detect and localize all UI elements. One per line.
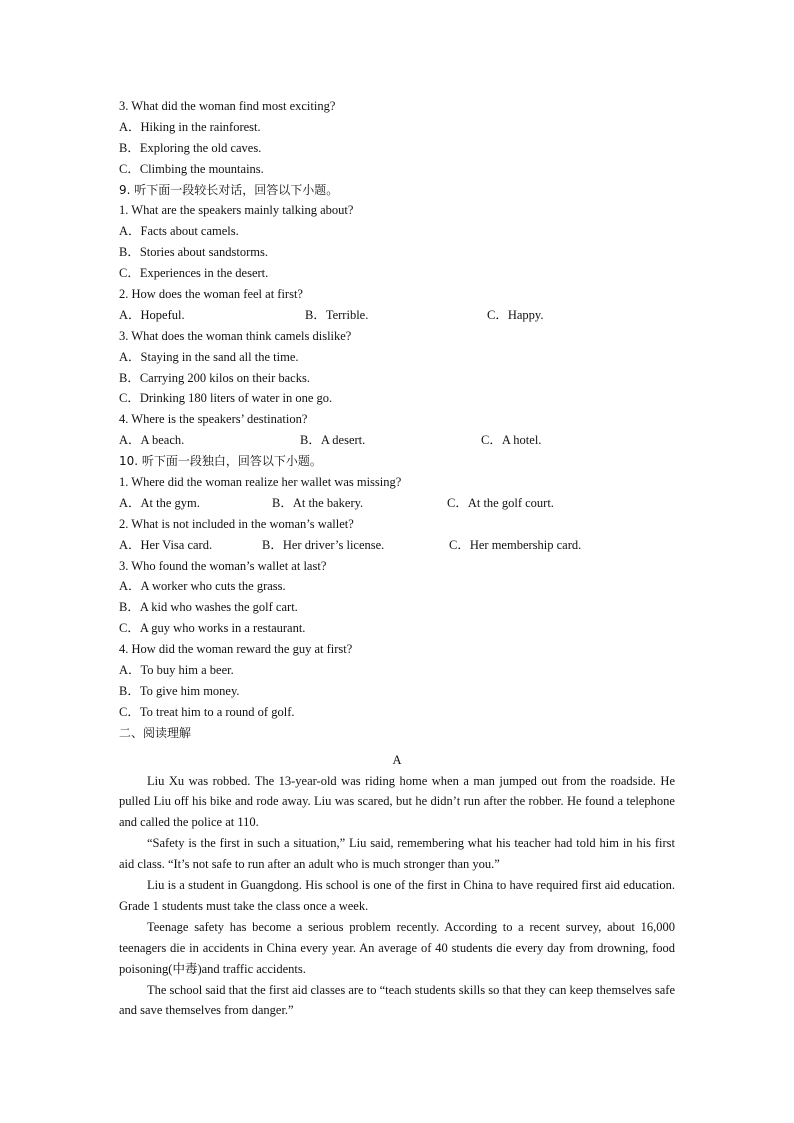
option-c: C．Climbing the mountains. bbox=[119, 161, 264, 176]
option-b: B．A desert. bbox=[300, 433, 366, 448]
option-b: B．Stories about sandstorms. bbox=[119, 245, 268, 260]
question-text: 1. What are the speakers mainly talking about? bbox=[119, 203, 354, 218]
section-heading: 9. 听下面一段较长对话，回答以下小题。 bbox=[119, 182, 339, 197]
options-row bbox=[119, 305, 675, 326]
passage-paragraph: “Safety is the first in such a situation,” Liu said, remembering what his teacher had told him in his first aid class. “It’s not safe to run after an adult who is much stronger than you.” bbox=[119, 836, 675, 872]
question-text: 3. What did the woman find most exciting? bbox=[119, 99, 336, 113]
option-b: B．Terrible. bbox=[305, 307, 369, 322]
passage-label: A bbox=[392, 752, 402, 767]
reading-section-heading: 二、阅读理解 bbox=[119, 725, 192, 740]
options-row bbox=[119, 493, 675, 514]
option-c: C．Experiences in the desert. bbox=[119, 266, 269, 281]
passage-paragraph: Teenage safety has become a serious problem recently. According to a recent survey, about 16,000 teenagers die in accidents in China every year. An average of 40 students die every day from drowning, food poisoning(中毒)and traffic accidents. bbox=[119, 919, 675, 976]
option-a: A．To buy him a beer. bbox=[119, 663, 234, 678]
question-text: 2. How does the woman feel at first? bbox=[119, 287, 303, 302]
options-row bbox=[119, 535, 675, 556]
option-b: B．At the bakery. bbox=[272, 495, 364, 510]
option-c: C．Her membership card. bbox=[449, 537, 582, 552]
question-text: 4. Where is the speakers’ destination? bbox=[119, 412, 308, 427]
option-b: B．Exploring the old caves. bbox=[119, 140, 262, 155]
question-text: 3. Who found the woman’s wallet at last? bbox=[119, 558, 327, 573]
option-c: C．Happy. bbox=[487, 307, 544, 322]
option-a: A．At the gym. bbox=[119, 495, 200, 510]
option-b: B．A kid who washes the golf cart. bbox=[119, 600, 298, 615]
option-b: B．Her driver’s license. bbox=[262, 537, 385, 552]
option-a: A．Staying in the sand all the time. bbox=[119, 349, 299, 364]
option-a: A．A beach. bbox=[119, 433, 185, 448]
option-a: A．A worker who cuts the grass. bbox=[119, 579, 286, 594]
exam-page bbox=[119, 96, 675, 1021]
passage-paragraph: The school said that the first aid classes are to “teach students skills so that they can keep themselves safe and save themselves from danger.” bbox=[119, 982, 675, 1018]
option-a: A．Facts about camels. bbox=[119, 224, 239, 239]
option-c: C．A guy who works in a restaurant. bbox=[119, 621, 306, 636]
passage-paragraph: Liu Xu was robbed. The 13-year-old was riding home when a man jumped out from the roadside. He pulled Liu off his bike and rode away. Liu was scared, but he didn’t run after the robber. He found a telephone and called the police at 110. bbox=[119, 773, 675, 830]
option-c: C．At the golf court. bbox=[447, 495, 554, 510]
question-text: 1. Where did the woman realize her wallet was missing? bbox=[119, 475, 402, 490]
option-a: A．Hiking in the rainforest. bbox=[119, 119, 261, 134]
option-c: C．A hotel. bbox=[481, 433, 542, 448]
question-text: 2. What is not included in the woman’s wallet? bbox=[119, 516, 354, 531]
option-c: C．Drinking 180 liters of water in one go. bbox=[119, 391, 333, 406]
question-text: 4. How did the woman reward the guy at first? bbox=[119, 642, 353, 657]
passage-paragraph: Liu is a student in Guangdong. His school is one of the first in China to have required first aid education. Grade 1 students must take the class once a week. bbox=[119, 878, 675, 913]
option-c: C．To treat him to a round of golf. bbox=[119, 704, 295, 719]
question-text: 3. What does the woman think camels dislike? bbox=[119, 328, 352, 343]
option-b: B．To give him money. bbox=[119, 683, 240, 698]
option-b: B．Carrying 200 kilos on their backs. bbox=[119, 370, 310, 385]
option-a: A．Hopeful. bbox=[119, 307, 185, 322]
section-heading: 10. 听下面一段独白，回答以下小题。 bbox=[119, 454, 322, 469]
options-row bbox=[119, 430, 675, 451]
option-a: A．Her Visa card. bbox=[119, 537, 213, 552]
